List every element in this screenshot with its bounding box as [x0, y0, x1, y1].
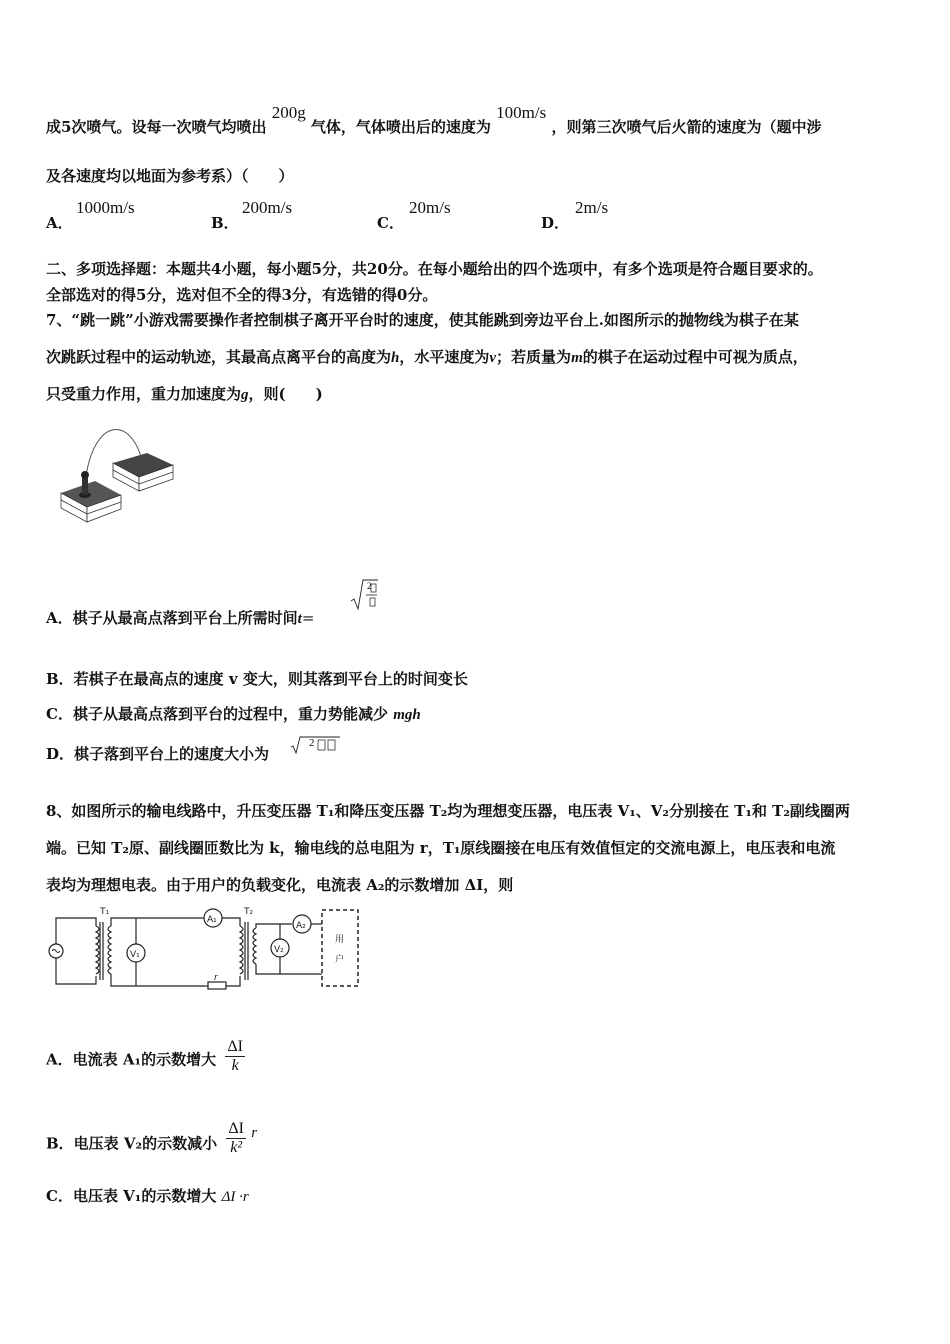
label-t1: T₁ — [100, 907, 110, 917]
q7-text: ，水平速度为 — [399, 348, 490, 366]
q8-option-a[interactable] — [46, 1038, 245, 1079]
q6-option-d[interactable]: D． — [541, 214, 570, 232]
q7-var-v: v — [489, 350, 497, 366]
fraction-numerator: ΔI — [227, 1038, 243, 1055]
q7-stem-line1: 7、“跳一跳”小游戏需要操作者控制棋子离开平台时的速度，使其能跳到旁边平台上.如图所示的抛物线为棋子在某 — [46, 311, 799, 329]
label-a2: A₂ — [296, 921, 306, 931]
q7-stem-line3 — [46, 383, 323, 404]
t2-primary-coil — [240, 926, 243, 974]
q7-figure-jump-game — [55, 425, 180, 525]
q8-circuit-diagram — [44, 904, 364, 992]
fraction-numerator: ΔI — [228, 1120, 244, 1137]
q7-option-d[interactable] — [46, 737, 315, 764]
q7-option-d-expr: 2 — [309, 737, 315, 749]
q7-var-h: h — [391, 350, 400, 366]
resistor-r-icon — [208, 982, 226, 989]
q8-option-b-fraction — [226, 1120, 246, 1157]
q8-option-b[interactable] — [46, 1120, 258, 1163]
q7-text: 的棋子在运动过程中可视为质点， — [582, 348, 808, 366]
q8-stem-line3: 表均为理想电表。由于用户的负载变化，电流表 A₂的示数增加 ΔI，则 — [46, 876, 514, 894]
q6-option-a[interactable]: A． — [46, 214, 73, 232]
label-v1: V₁ — [130, 950, 140, 960]
q6-option-b-value: 200m/s — [242, 198, 293, 217]
label-user-1: 用 — [335, 935, 345, 945]
fraction-denominator: k² — [230, 1139, 243, 1156]
q7-text: 只受重力作用，重力加速度为 — [46, 385, 242, 403]
q6-text: 气体，气体喷出后的速度为 — [310, 118, 491, 136]
label-v2: V₂ — [274, 945, 284, 955]
user-load-box — [322, 910, 358, 986]
label-user-2: 户 — [335, 955, 345, 965]
q7-option-c[interactable] — [46, 703, 421, 724]
q8-option-a-fraction — [225, 1038, 245, 1075]
q6-text: ，则第三次喷气后火箭的速度为（题中涉 — [551, 118, 822, 136]
label-t2: T₂ — [244, 907, 254, 917]
q6-option-c-value: 20m/s — [409, 198, 451, 217]
q6-option-b[interactable]: B． — [211, 214, 239, 232]
q8-option-c[interactable] — [46, 1185, 249, 1206]
q8-option-b-r: r — [251, 1124, 258, 1141]
fraction-denominator: k — [231, 1057, 239, 1074]
q7-option-a-expr: 2 — [367, 581, 372, 591]
chess-piece-head — [81, 471, 89, 479]
sqrt-icon — [290, 735, 340, 755]
q6-option-d-value: 2m/s — [575, 198, 609, 217]
t1-primary-coil — [96, 926, 99, 974]
q7-option-c-expr: mgh — [393, 707, 421, 723]
q7-var-g: g — [241, 387, 249, 403]
label-r: r — [214, 973, 218, 983]
label-a1: A₁ — [207, 915, 217, 925]
q8-stem-line1: 8、如图所示的输电线路中，升压变压器 T₁和降压变压器 T₂均为理想变压器，电压表 V₁、V₂分别接在 T₁和 T₂副线圈两 — [46, 802, 850, 820]
q8-option-b-text: B．电压表 V₂的示数减小 — [46, 1134, 218, 1153]
t2-secondary-coil — [253, 928, 256, 964]
q6-speed: 100m/s — [496, 103, 547, 122]
q7-option-b[interactable]: B．若棋子在最高点的速度 v 变大，则其落到平台上的时间变长 — [46, 670, 468, 688]
section2-heading-line1: 二、多项选择题：本题共4小题，每小题5分，共20分。在每小题给出的四个选项中，有多个选项是符合题目要求的。 — [46, 260, 823, 278]
q6-stem-line1 — [46, 103, 822, 137]
q7-text: ，则( ) — [248, 385, 323, 403]
q8-option-c-text: C．电压表 V₁的示数增大 — [46, 1187, 217, 1205]
q8-option-a-text: A．电流表 A₁的示数增大 — [46, 1050, 217, 1069]
q7-equals: = — [301, 609, 315, 627]
q7-option-a[interactable] — [46, 581, 372, 628]
section2-heading-line2: 全部选对的得5分，选对但不全的得3分，有选错的得0分。 — [46, 286, 438, 304]
q7-var-t: t — [297, 611, 302, 627]
q8-stem-line2: 端。已知 T₂原、副线圈匝数比为 k，输电线的总电阻为 r，T₁原线圈接在电压有效值恒定的交流电源上，电压表和电流 — [46, 839, 836, 857]
q6-mass: 200g — [271, 103, 306, 122]
q7-option-c-text: C．棋子从最高点落到平台的过程中，重力势能减少 — [46, 705, 388, 723]
q7-option-a-text: A．棋子从最高点落到平台上所需时间 — [46, 609, 298, 627]
q7-option-d-text: D．棋子落到平台上的速度大小为 — [46, 745, 270, 763]
q6-option-a-value: 1000m/s — [76, 198, 135, 217]
q7-text: ；若质量为 — [496, 348, 572, 366]
q8-option-c-expr: ΔI ·r — [221, 1189, 249, 1205]
q6-text: 成5次喷气。设每一次喷气均喷出 — [46, 118, 267, 136]
chess-piece-body — [82, 477, 88, 495]
q6-stem-line2: 及各速度均以地面为参考系）（ ） — [46, 167, 294, 185]
q7-stem-line2 — [46, 346, 808, 367]
t1-secondary-coil — [108, 926, 111, 974]
q7-var-m: m — [571, 350, 583, 366]
sqrt-icon — [350, 577, 378, 611]
q6-option-c[interactable]: C． — [377, 214, 404, 232]
q7-text: 次跳跃过程中的运动轨迹，其最高点离平台的高度为 — [46, 348, 392, 366]
